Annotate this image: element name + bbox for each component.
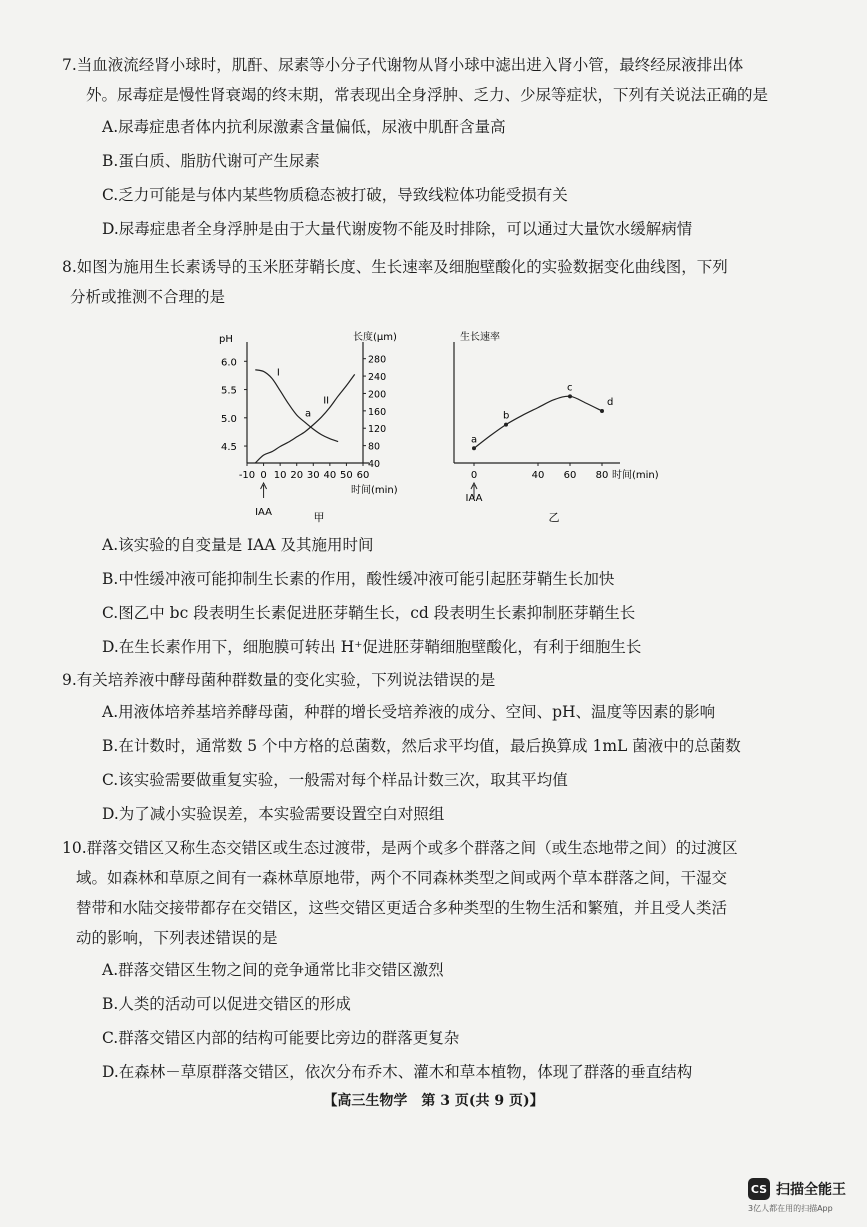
q10-option-a: A.群落交错区生物之间的竞争通常比非交错区激烈	[102, 961, 444, 979]
point-a	[472, 446, 476, 450]
point-c	[568, 394, 572, 398]
q10-option-c: C.群落交错区内部的结构可能要比旁边的群落更复杂	[102, 1029, 460, 1047]
q9-option-c: C.该实验需要做重复实验，一般需对每个样品计数三次，取其平均值	[102, 771, 568, 789]
q10-stem-line3: 替带和水陆交接带都存在交错区，这些交错区更适合多种类型的生物生活和繁殖，并且受人类活	[76, 899, 728, 917]
chart-yi-plot	[454, 330, 659, 524]
x-tick-label: 20	[290, 470, 304, 481]
x-tick-label: 30	[306, 470, 320, 481]
scanner-brand	[748, 1178, 846, 1200]
y-right-label: 长度(μm)	[353, 332, 397, 343]
series-II-label: II	[323, 395, 330, 407]
page-footer: 【高三生物学 第 3 页(共 9 页)】	[323, 1093, 544, 1109]
q7-option-d: D.尿毒症患者全身浮肿是由于大量代谢废物不能及时排除，可以通过大量饮水缓解病情	[102, 220, 693, 238]
y-right-tick-label: 120	[368, 424, 387, 436]
q9-option-d: D.为了减小实验误差，本实验需要设置空白对照组	[102, 805, 445, 823]
q8-option-c: C.图乙中 bc 段表明生长素促进胚芽鞘生长，cd 段表明生长素抑制胚芽鞘生长	[102, 604, 636, 622]
q9-option-a: A.用液体培养基培养酵母菌，种群的增长受培养液的成分、空间、pH、温度等因素的影响	[102, 703, 716, 721]
chart-jia-title: 甲	[313, 511, 325, 524]
y-right-tick-label: 160	[368, 406, 387, 418]
x-axis-label: 时间(min)	[612, 470, 659, 481]
growth-rate-line	[474, 396, 602, 448]
chart-yi	[440, 328, 680, 528]
x-tick-label: 60	[563, 470, 577, 481]
q7-stem-line1: 7.当血液流经肾小球时，肌酐、尿素等小分子代谢物从肾小球中滤出进入肾小管，最终经尿液排出体	[62, 56, 744, 74]
q7-option-b: B.蛋白质、脂肪代谢可产生尿素	[102, 152, 320, 170]
y-right-tick-label: 200	[368, 389, 387, 401]
x-tick-label: -10	[238, 470, 256, 481]
x-tick-label: 40	[323, 470, 337, 481]
point-b	[504, 423, 508, 427]
question-7	[62, 50, 832, 246]
question-8	[62, 252, 832, 312]
point-d-label: d	[607, 397, 614, 409]
question-10	[62, 833, 832, 1089]
question-8-options	[62, 528, 832, 664]
q8-option-a: A.该实验的自变量是 IAA 及其施用时间	[102, 536, 374, 554]
brand-name: 扫描全能王	[776, 1182, 846, 1198]
y-left-label: pH	[219, 334, 233, 345]
series-I-label: I	[276, 367, 280, 379]
x-tick-label: 80	[595, 470, 609, 481]
y-right-tick-label: 280	[368, 354, 387, 366]
point-c-label: c	[567, 382, 573, 394]
x-tick-label: 40	[531, 470, 545, 481]
q7-option-c: C.乏力可能是与体内某些物质稳态被打破，导致线粒体功能受损有关	[102, 186, 568, 204]
chart-jia-plot	[219, 330, 398, 524]
q9-stem: 9.有关培养液中酵母菌种群数量的变化实验，下列说法错误的是	[62, 671, 496, 689]
x-tick-label: 0	[470, 470, 478, 481]
x-axis-label: 时间(min)	[351, 485, 398, 496]
q7-option-a: A.尿毒症患者体内抗利尿激素含量偏低，尿液中肌酐含量高	[102, 118, 506, 136]
x-tick-label: 10	[273, 470, 287, 481]
brand-tagline: 3亿人都在用的扫描App	[748, 1204, 833, 1213]
y-right-tick-label: 80	[368, 441, 381, 453]
q8-stem-line2: 分析或推测不合理的是	[70, 288, 226, 306]
chart-jia	[205, 328, 425, 528]
q8-option-d: D.在生长素作用下，细胞膜可转出 H⁺促进胚芽鞘细胞壁酸化，有利于细胞生长	[102, 638, 642, 656]
point-d	[600, 409, 604, 413]
y-left-tick-label: 4.5	[221, 442, 237, 454]
point-a-label: a	[471, 434, 478, 446]
iaa-label: IAA	[255, 507, 273, 518]
point-a-label: a	[305, 408, 312, 420]
y-left-tick-label: 5.0	[221, 413, 237, 425]
x-tick-label: 0	[260, 470, 267, 481]
q8-option-b: B.中性缓冲液可能抑制生长素的作用，酸性缓冲液可能引起胚芽鞘生长加快	[102, 570, 615, 588]
y-right-tick-label: 240	[368, 372, 387, 384]
q10-option-d: D.在森林－草原群落交错区，依次分布乔木、灌木和草本植物，体现了群落的垂直结构	[102, 1063, 693, 1081]
q10-stem-line1: 10.群落交错区又称生态交错区或生态过渡带，是两个或多个群落之间（或生态地带之间）的过渡区	[62, 839, 738, 857]
q10-option-b: B.人类的活动可以促进交错区的形成	[102, 995, 351, 1013]
y-left-tick-label: 5.5	[221, 385, 237, 397]
question-9	[62, 665, 832, 831]
point-b-label: b	[503, 410, 510, 422]
q10-stem-line4: 动的影响，下列表述错误的是	[76, 929, 278, 947]
q9-option-b: B.在计数时，通常数 5 个中方格的总菌数，然后求平均值，最后换算成 1mL 菌液中的总菌数	[102, 737, 741, 755]
x-tick-label: 60	[356, 470, 370, 481]
x-tick-label: 50	[340, 470, 353, 481]
q8-stem-line1: 8.如图为施用生长素诱导的玉米胚芽鞘长度、生长速率及细胞壁酸化的实验数据变化曲线图，下列	[62, 258, 728, 276]
q10-stem-line2: 域。如森林和草原之间有一森林草原地带，两个不同森林类型之间或两个草本群落之间，干湿交	[76, 869, 728, 887]
iaa-label: IAA	[465, 493, 483, 504]
camscanner-logo-icon: CS	[748, 1178, 770, 1200]
q7-stem-line2: 外。尿毒症是慢性肾衰竭的终末期，常表现出全身浮肿、乏力、少尿等症状，下列有关说法正确的是	[86, 86, 769, 104]
y-axis-label: 生长速率	[460, 332, 500, 343]
chart-yi-title: 乙	[548, 511, 560, 524]
y-right-tick-label: 40	[368, 459, 381, 470]
y-left-tick-label: 6.0	[221, 357, 237, 369]
